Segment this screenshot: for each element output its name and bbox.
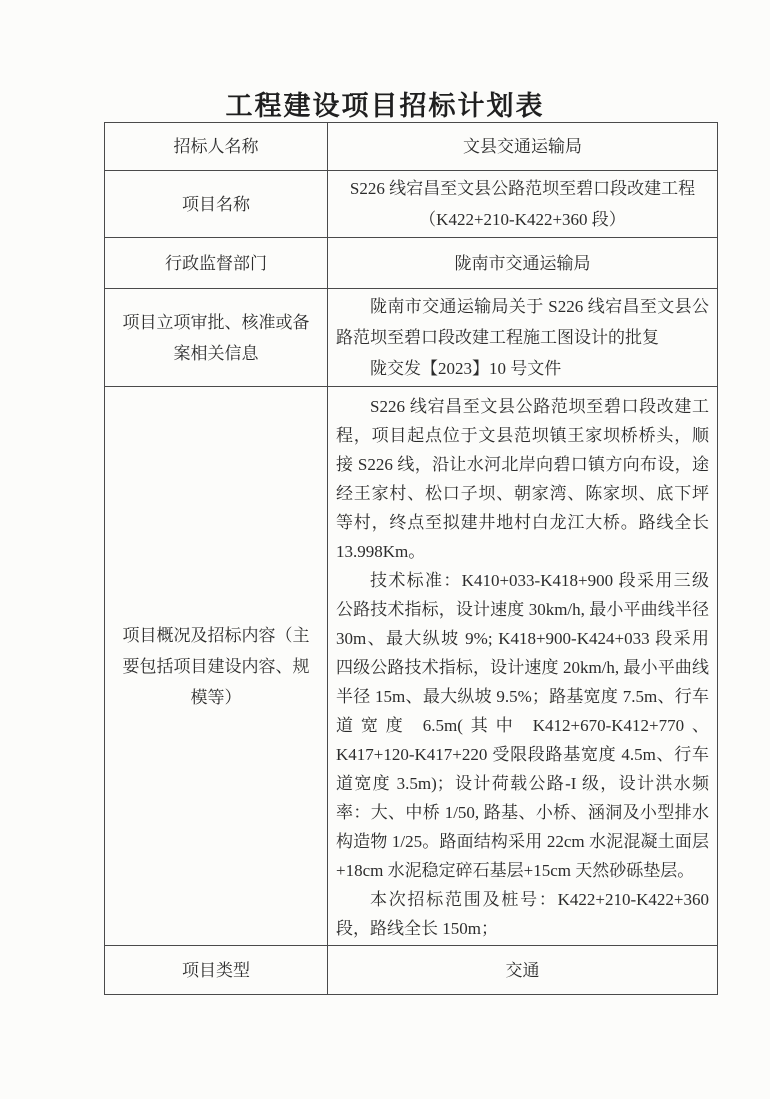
project-name-line2: （K422+210-K422+360 段） [419, 210, 626, 229]
overview-paragraph-2: 技术标准：K410+033-K418+900 段采用三级公路技术指标，设计速度 30km/h, 最小平曲线半径 30m、最大纵坡 9%; K418+900-K424+033 段采用四级公路技术指标，设计速度 20km/h, 最小平曲线半径 15m、最大纵坡 9.5%；路基宽度 7.5m、行车道宽度 6.5m(其中 K412+670-K412+770、K417+120-K417+220 受限段路基宽度 4.5m、行车道宽度 3.5m)；设计荷载公路-I 级，设计洪水频率：大、中桥 1/50, 路基、小桥、涵洞及小型排水构造物 1/25。路面结构采用 22cm 水泥混凝土面层+18cm 水泥稳定碎石基层+15cm 天然砂砾垫层。 [336, 571, 709, 880]
supervision-dept-value: 陇南市交通运输局 [328, 238, 718, 289]
table-row-project-overview [105, 387, 718, 946]
project-name-value [328, 171, 718, 238]
project-type-value: 交通 [328, 946, 718, 995]
bidding-plan-table [104, 122, 718, 995]
project-overview-label: 项目概况及招标内容（主要包括项目建设内容、规模等） [105, 387, 328, 946]
table-row-bidder-name [105, 123, 718, 171]
project-type-label: 项目类型 [105, 946, 328, 995]
table-row-supervision-dept [105, 238, 718, 289]
project-name-line1: S226 线宕昌至文县公路范坝至碧口段改建工程 [349, 179, 696, 198]
bidder-name-value: 文县交通运输局 [328, 123, 718, 171]
approval-info-paragraph-2: 陇交发【2023】10 号文件 [370, 359, 562, 378]
approval-info-paragraph-1: 陇南市交通运输局关于 S226 线宕昌至文县公路范坝至碧口段改建工程施工图设计的批复 [336, 297, 709, 347]
overview-paragraph-1: S226 线宕昌至文县公路范坝至碧口段改建工程，项目起点位于文县范坝镇王家坝桥桥头，顺接 S226 线，沿让水河北岸向碧口镇方向布设，途经王家村、松口子坝、朝家湾、陈家坝、底下坪等村，终点至拟建井地村白龙江大桥。路线全长 13.998Km。 [336, 397, 709, 561]
overview-paragraph-3: 本次招标范围及桩号：K422+210-K422+360 段，路线全长 150m； [336, 890, 709, 938]
approval-info-value [328, 289, 718, 387]
table-row-project-type [105, 946, 718, 995]
supervision-dept-label: 行政监督部门 [105, 238, 328, 289]
page-title: 工程建设项目招标计划表 [225, 91, 545, 121]
project-name-label: 项目名称 [105, 171, 328, 238]
project-overview-value [328, 387, 718, 946]
table-row-approval-info [105, 289, 718, 387]
table-row-project-name [105, 171, 718, 238]
bidder-name-label: 招标人名称 [105, 123, 328, 171]
approval-info-label: 项目立项审批、核准或备案相关信息 [105, 289, 328, 387]
